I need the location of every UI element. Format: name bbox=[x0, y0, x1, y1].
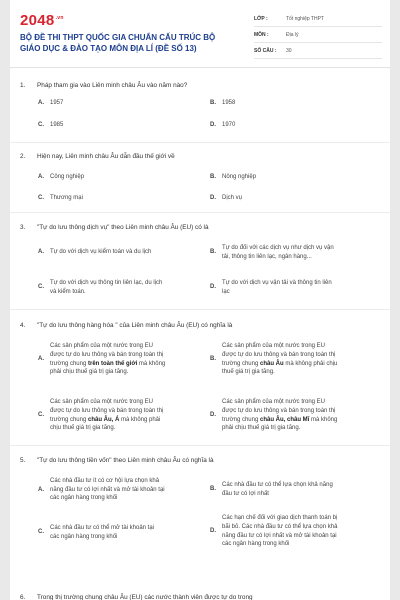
option-a[interactable]: A. 1957 bbox=[38, 100, 64, 106]
question-4 bbox=[10, 310, 390, 446]
option-c[interactable]: C. Thương mại bbox=[38, 195, 83, 201]
question-1 bbox=[10, 68, 390, 143]
option-b[interactable]: B. Nông nghiệp bbox=[210, 174, 257, 180]
question-stem: 4. "Tự do lưu thông hàng hóa " của Liên minh châu Âu (EU) có nghĩa là bbox=[20, 322, 233, 329]
option-b[interactable]: B. Tự do đối với các dịch vụ như dịch vụ vận tải, thông tin liên lạc, ngân hàng... bbox=[210, 244, 334, 260]
option-b[interactable]: B. Các sản phẩm của một nước trong EU được tự do lưu thông và bán trong toàn thị trường chung châu Âu mà không phải chịu thuế giá trị gia tăng. bbox=[210, 343, 338, 376]
question-6-stem: 6. Trong thị trường chung châu Âu (EU) các nước thành viên được tự do trong bbox=[20, 594, 253, 600]
option-c[interactable]: C. Các sản phẩm của một nước trong EU được tự do lưu thông và bán trong toàn thị trường chung châu Âu, Á mà không phải chịu thuế giá trị gia tăng. bbox=[38, 399, 164, 432]
option-c[interactable]: C. Tự do với dịch vụ thông tin liên lạc, du lịch và kiểm toán. bbox=[38, 279, 163, 295]
option-d[interactable]: D. Các sản phẩm của một nước trong EU được tự do lưu thông và bán trong toàn thị trường chung châu Âu, châu Mĩ mà không phải chịu thuế giá trị gia tăng. bbox=[210, 399, 338, 432]
option-b[interactable]: B. 1958 bbox=[210, 100, 236, 106]
question-5 bbox=[10, 446, 390, 570]
option-a[interactable]: A. Các sản phẩm của một nước trong EU được tự do lưu thông và bán trong toàn thị trường chung trên toàn thế giới mà không phải chịu thuế giá trị gia tăng. bbox=[38, 343, 166, 376]
questions-list bbox=[10, 68, 390, 570]
question-3 bbox=[10, 213, 390, 310]
site-logo[interactable]: $2048^{.vn}$ bbox=[20, 12, 64, 29]
option-a[interactable]: A. Các nhà đầu tư ít có cơ hội lựa chọn khả năng đầu tư có lợi nhất và mở tài khoản tại các ngân hàng trong khối bbox=[38, 477, 165, 502]
question-stem: 2. Hiện nay, Liên minh châu Âu dẫn đầu thế giới về bbox=[20, 153, 175, 160]
option-d[interactable]: D. Các hạn chế đối với giao dịch thanh toán bị bãi bỏ. Các nhà đầu tư có thể lựa chọn khả năng đầu tư có lợi nhất và mở tài khoản tại các ngân hàng trong khối bbox=[210, 515, 338, 548]
option-a[interactable]: A. Công nghiệp bbox=[38, 174, 85, 180]
option-d[interactable]: D. Dịch vụ bbox=[210, 195, 243, 201]
question-2 bbox=[10, 143, 390, 213]
meta-row-subject: MÔN : Địa lý bbox=[254, 27, 382, 43]
question-stem: 5. "Tự do lưu thông tiền vốn" theo Liên minh châu Âu có nghĩa là bbox=[20, 457, 214, 464]
option-c[interactable]: C. Các nhà đầu tư có thể mở tài khoản tại các ngân hàng trong khối bbox=[38, 524, 155, 540]
option-b[interactable]: B. Các nhà đầu tư có thể lựa chọn khả năng đầu tư có lợi nhất bbox=[210, 481, 333, 497]
exam-title: BỘ ĐỀ THI THPT QUỐC GIA CHUẨN CẤU TRÚC BỘ GIÁO DỤC & ĐÀO TẠO MÔN ĐỊA LÍ (ĐỀ SỐ 13) bbox=[20, 33, 216, 53]
question-stem: 3. "Tự do lưu thông dịch vụ" theo Liên minh châu Âu (EU) có là bbox=[20, 224, 209, 231]
meta-row-count: SỐ CÂU : 30 bbox=[254, 43, 382, 59]
option-a[interactable]: A. Tự do với dịch vụ kiểm toán và du lịch bbox=[38, 249, 152, 256]
option-d[interactable]: D. 1970 bbox=[210, 122, 236, 128]
option-c[interactable]: C. 1985 bbox=[38, 122, 64, 128]
exam-header bbox=[10, 0, 390, 68]
question-stem: 1. Pháp tham gia vào Liên minh châu Âu vào năm nào? bbox=[20, 82, 188, 89]
exam-meta bbox=[254, 11, 382, 59]
exam-page bbox=[10, 0, 390, 600]
option-d[interactable]: D. Tự do với dịch vụ vận tải và thông tin liên lạc bbox=[210, 279, 332, 295]
meta-row-class: LỚP : Tốt nghiệp THPT bbox=[254, 11, 382, 27]
